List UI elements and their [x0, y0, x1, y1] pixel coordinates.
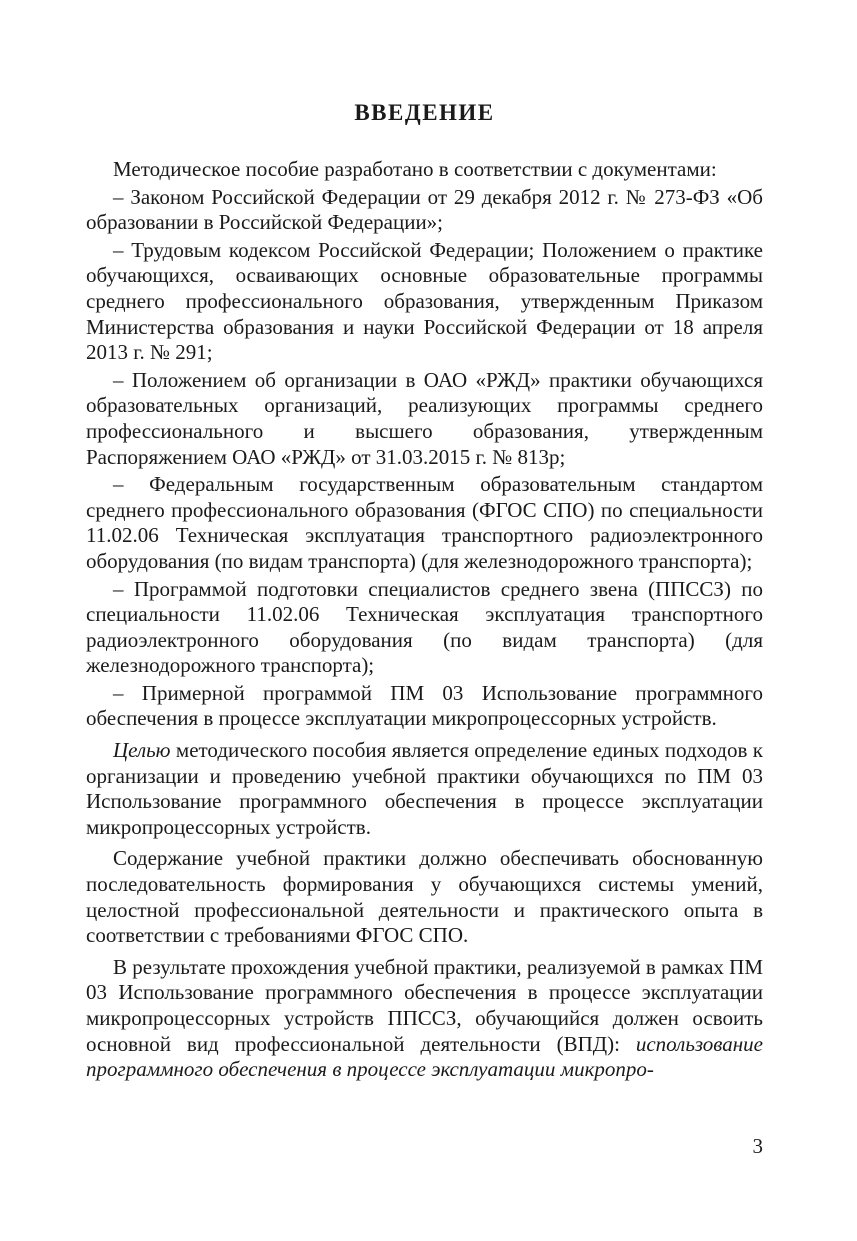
paragraph-goal — [86, 738, 763, 840]
paragraph-intro: Методическое пособие разработано в соответствии с документами: — [113, 157, 717, 181]
paragraph-ppssz: – Программой подготовки специалистов среднего звена (ППССЗ) по специальности 11.02.06 Техническая эксплуатация транспортного радиоэлектронного оборудования (по видам транспорта) (для железнодорожного транспорта); — [86, 576, 763, 678]
paragraph-fgos: – Федеральным государственным образовательным стандартом среднего профессионального образования (ФГОС СПО) по специальности 11.02.06 Техническая эксплуатация транспортного радиоэлектронного оборудования (по видам транспорта) (для железнодорожного транспорта); — [86, 472, 763, 573]
page-number: 3 — [752, 1134, 763, 1158]
document-body — [86, 157, 763, 1085]
paragraph-pm03: – Примерной программой ПМ 03 Использование программного обеспечения в процессе эксплуатации микропроцессорных устройств. — [86, 680, 763, 731]
paragraph-content: Содержание учебной практики должно обеспечивать обоснованную последовательность формирования у обучающихся системы умений, целостной профессиональной деятельности и практического опыта в соответствии с требованиями ФГОС СПО. — [86, 846, 763, 948]
paragraph-result — [86, 955, 763, 1083]
goal-italic-lead: Целью — [113, 738, 171, 763]
result-text: В результате прохождения учебной практики, реализуемой в рамках ПМ 03 Использование программного обеспечения в процессе эксплуатации микропроцессорных устройств ППССЗ, обучающийся должен освоить основной вид профессиональной деятельности (ВПД): — [86, 954, 763, 1056]
document-page — [86, 0, 763, 1241]
page-title: ВВЕДЕНИЕ — [354, 100, 495, 125]
paragraph-law: – Законом Российской Федерации от 29 декабря 2012 г. № 273-ФЗ «Об образовании в Российской Федерации»; — [86, 184, 763, 235]
goal-text: методического пособия является определение единых подходов к организации и проведению учебной практики обучающихся по ПМ 03 Использование программного обеспечения в процессе эксплуатации микропроцессорных устройств. — [86, 738, 763, 839]
result-italic-tail: использование программного обеспечения в процессе эксплуатации микропро- — [86, 1031, 763, 1082]
paragraph-rzd-regulation: – Положением об организации в ОАО «РЖД» практики обучающихся образовательных организаций, реализующих программы среднего профессионального и высшего образования, утвержденным Распоряжением ОАО «РЖД» от 31.03.2015 г. № 813р; — [86, 367, 763, 469]
paragraph-labor-code: – Трудовым кодексом Российской Федерации; Положением о практике обучающихся, осваивающих основные образовательные программы среднего профессионального образования, утвержденным Приказом Министерства образования и науки Российской Федерации от 18 апреля 2013 г. № 291; — [86, 237, 763, 365]
